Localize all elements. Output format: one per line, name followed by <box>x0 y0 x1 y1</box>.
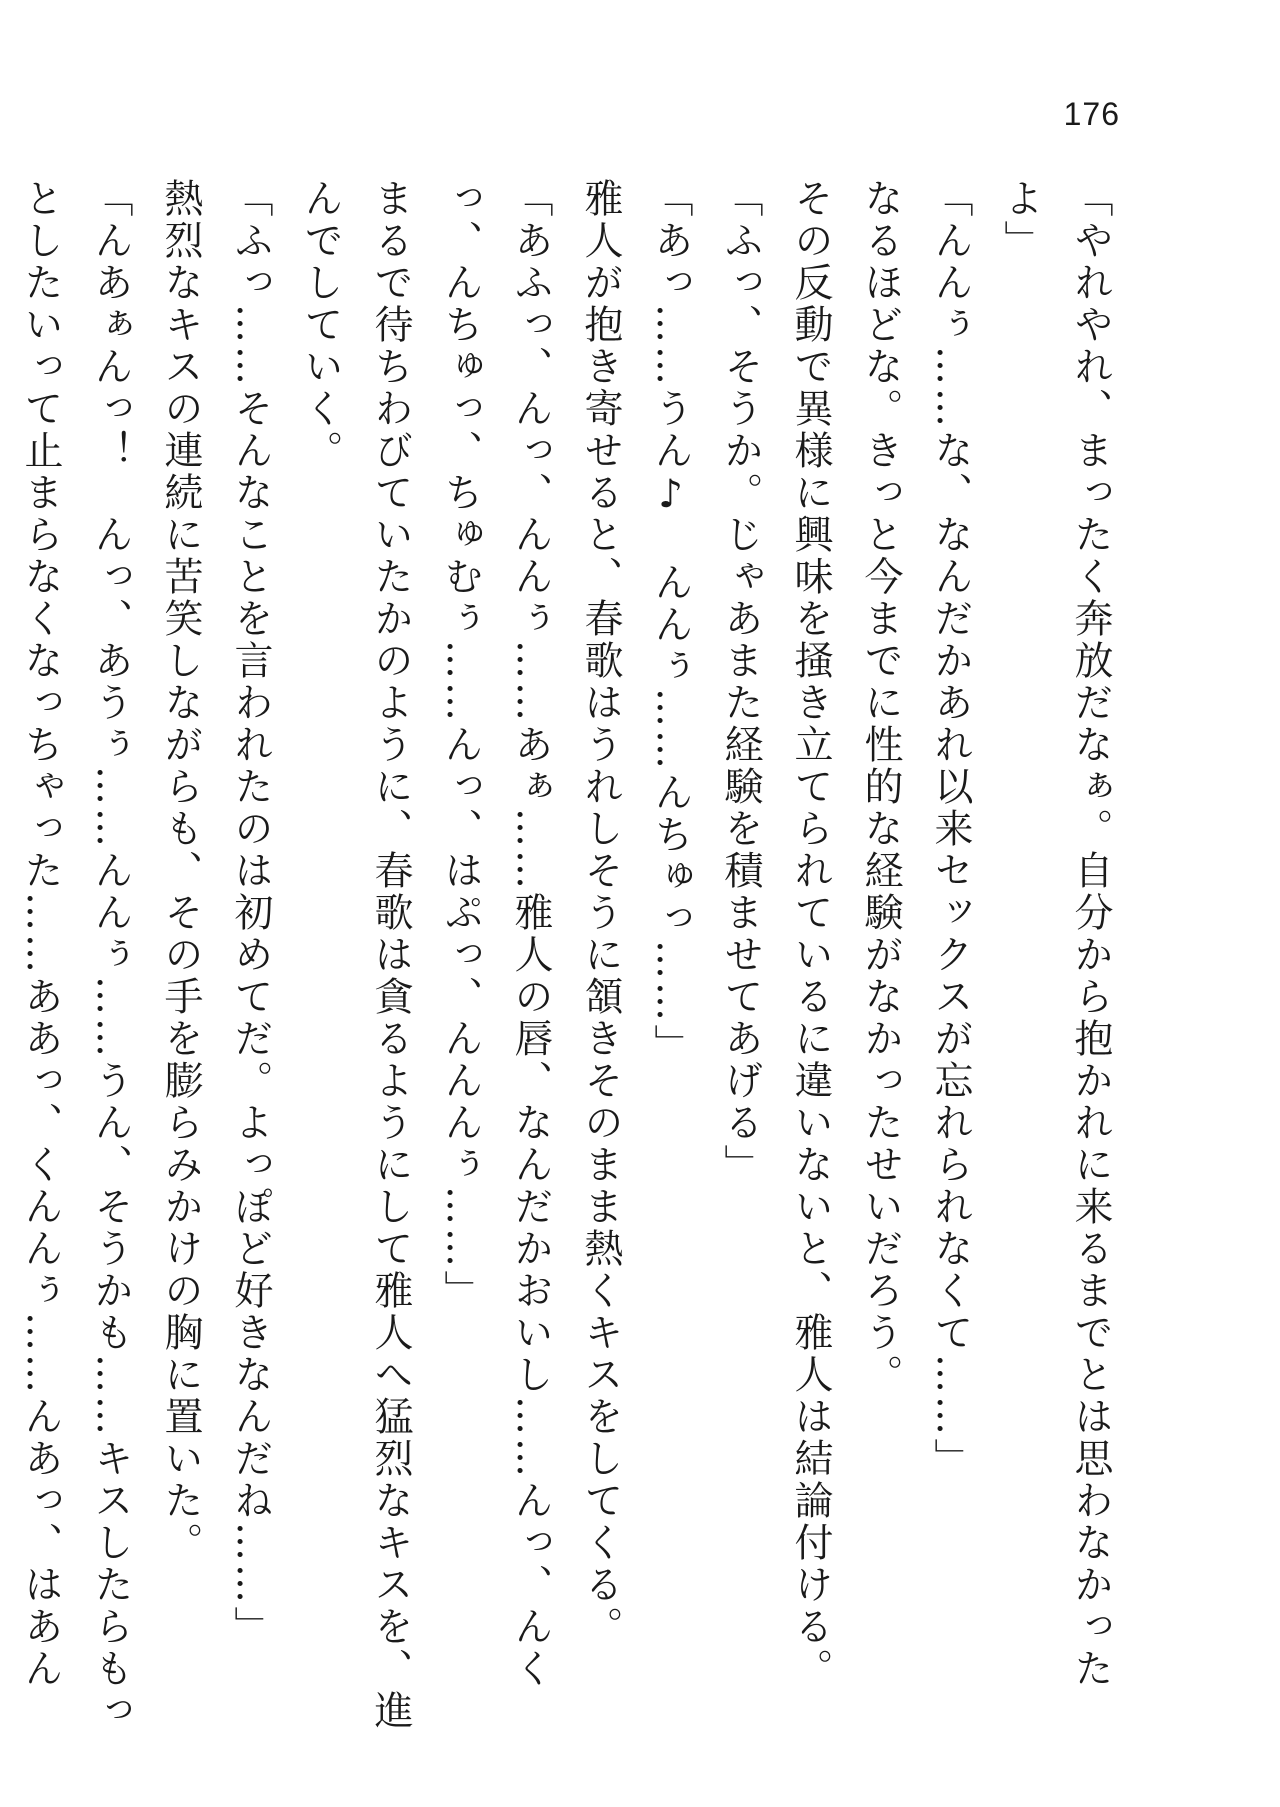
paragraph-dialogue: 「あっ……うん♪ んんぅ……んちゅっ……」 <box>648 178 693 1066</box>
page-number: 176 <box>1063 96 1120 132</box>
paragraph-narration: まるで待ちわびていたかのように、春歌は貪るようにして雅人へ猛烈なキスを、進んでしていく。 <box>298 178 413 1732</box>
paragraph-narration: なるほどな。きっと今までに性的な経験がなかったせいだろう。 <box>858 178 903 1396</box>
paragraph-dialogue: 「ふっ……そんなことを言われたのは初めてだ。よっぽど好きなんだね……」 <box>228 178 273 1648</box>
paragraph-narration: 雅人が抱き寄せると、春歌はうれしそうに頷きそのまま熱くキスをしてくる。 <box>578 178 623 1648</box>
paragraph-narration: 熱烈なキスの連続に苦笑しながらも、その手を膨らみかけの胸に置いた。 <box>158 178 203 1564</box>
paragraph-dialogue: 「んんぅ……な、なんだかあれ以来セックスが忘れられなくて……」 <box>928 178 973 1480</box>
paragraph-dialogue: 「あふっ、んっ、んんぅ……あぁ……雅人の唇、なんだかおいし……んっ、んくっ、んちゅっ、ちゅむぅ……んっ、はぷっ、んんんぅ……」 <box>438 178 553 1690</box>
paragraph-dialogue: 「やれやれ、まったく奔放だなぁ。自分から抱かれに来るまでとは思わなかったよ」 <box>998 178 1113 1690</box>
novel-text-block <box>18 178 1125 1738</box>
paragraph-dialogue: 「ふっ、そうか。じゃあまた経験を積ませてあげる」 <box>718 178 763 1186</box>
paragraph-dialogue: 「んあぁんっ！ んっ、あうぅ……んんぅ……うん、そうかも……キスしたらもっとしたいって止まらなくなっちゃった……ああっ、くんんぅ……んあっ、はあん <box>18 178 133 1732</box>
paragraph-narration: その反動で異様に興味を掻き立てられているに違いないと、雅人は結論付ける。 <box>788 178 833 1690</box>
